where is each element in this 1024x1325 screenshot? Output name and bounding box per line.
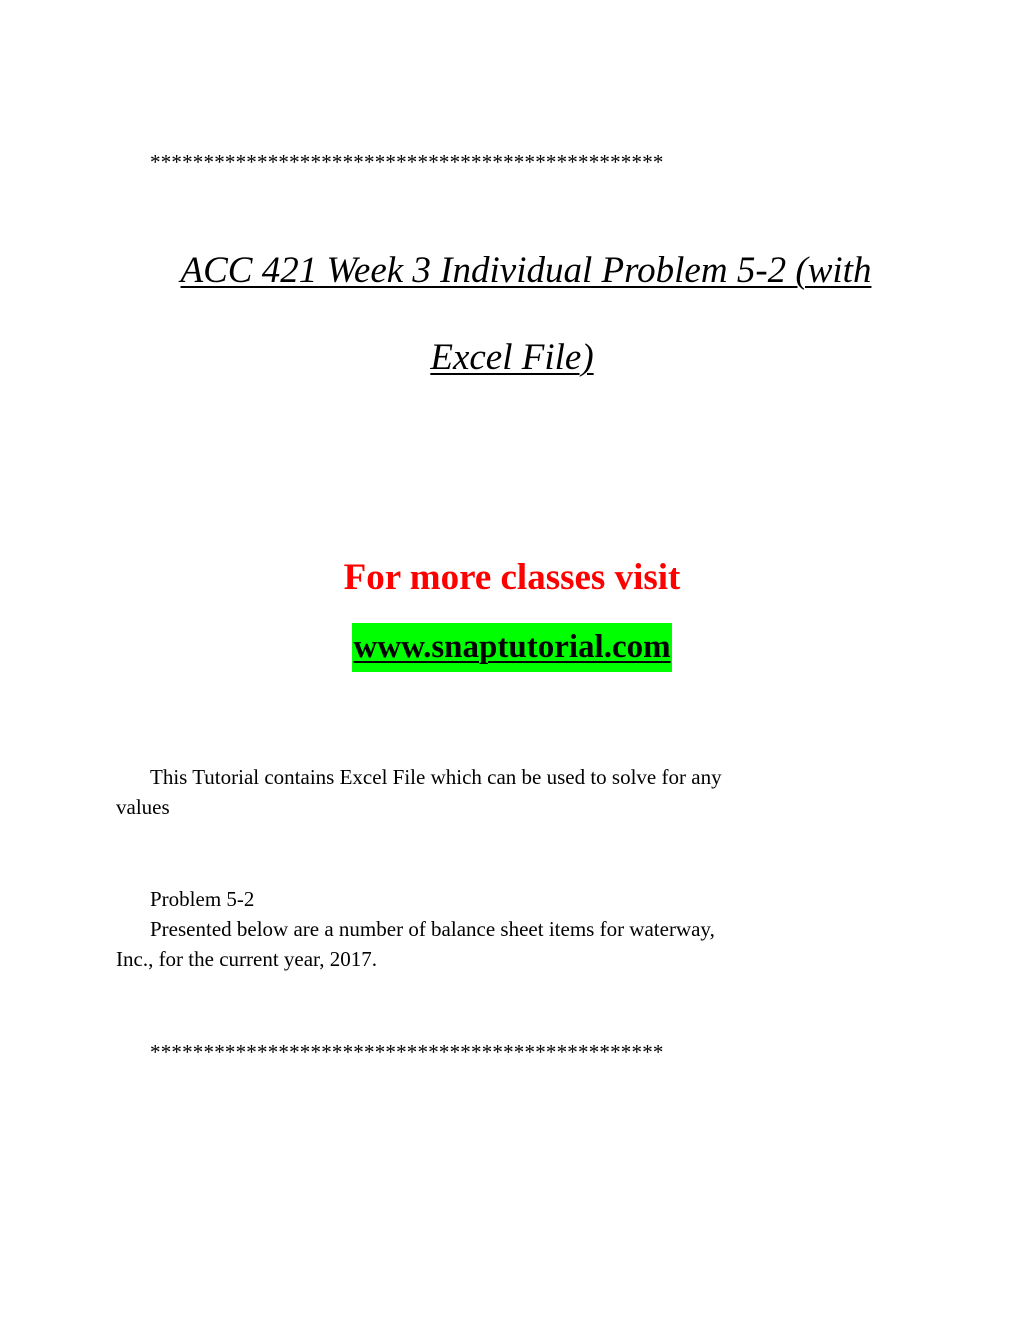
intro-line-2: values	[116, 795, 170, 819]
title-line-2-text: Excel File)	[430, 337, 594, 378]
title-line-1-text: ACC 421 Week 3 Individual Problem 5-2 (with	[180, 250, 872, 291]
problem-line-1: Presented below are a number of balance sheet items for waterway,	[150, 917, 715, 941]
separator-top: ************************************************	[150, 150, 664, 174]
intro-paragraph	[116, 762, 896, 822]
snaptutorial-link[interactable]: www.snaptutorial.com	[352, 623, 671, 672]
url-container	[0, 623, 1024, 672]
title-line-2	[0, 336, 1024, 380]
separator-bottom: ************************************************	[150, 1040, 664, 1064]
problem-heading: Problem 5-2	[150, 887, 255, 911]
visit-heading: For more classes visit	[343, 557, 681, 598]
problem-paragraph	[116, 884, 896, 974]
title-line-1	[14, 249, 1024, 293]
problem-line-2: Inc., for the current year, 2017.	[116, 947, 377, 971]
intro-line-1: This Tutorial contains Excel File which can be used to solve for any	[150, 765, 722, 789]
